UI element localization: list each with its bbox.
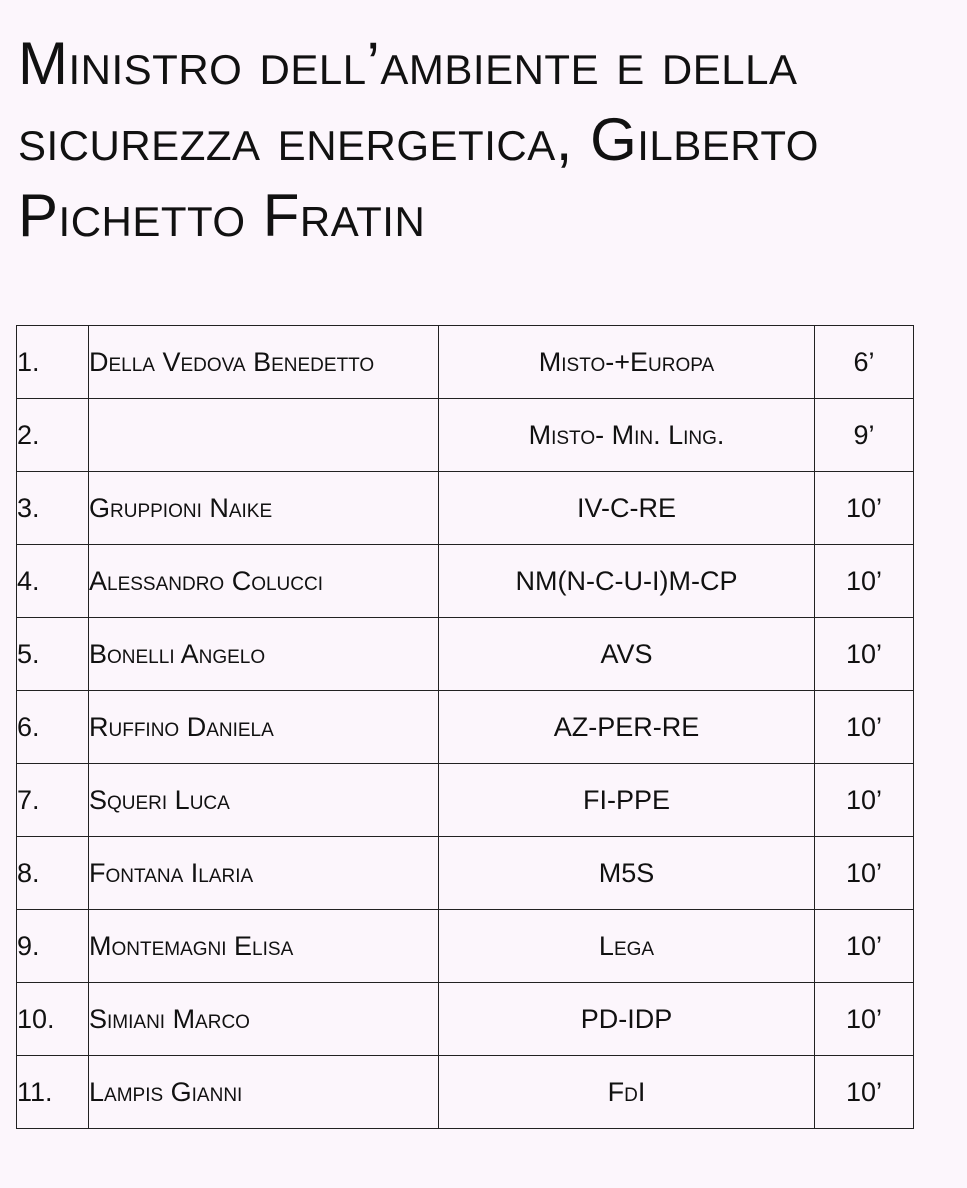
speaker-time: 10’ xyxy=(815,1056,914,1129)
speaker-number: 6. xyxy=(17,691,89,764)
speaker-time: 10’ xyxy=(815,983,914,1056)
speaker-name: Lampis Gianni xyxy=(89,1056,439,1129)
speaker-name: Ruffino Daniela xyxy=(89,691,439,764)
speaker-time: 10’ xyxy=(815,472,914,545)
speaker-name: Montemagni Elisa xyxy=(89,910,439,983)
speaker-number: 5. xyxy=(17,618,89,691)
table-row xyxy=(17,326,914,399)
table-row xyxy=(17,837,914,910)
table-row xyxy=(17,545,914,618)
table-row xyxy=(17,691,914,764)
speaker-number: 4. xyxy=(17,545,89,618)
speaker-time: 10’ xyxy=(815,618,914,691)
speaker-name: Squeri Luca xyxy=(89,764,439,837)
speaker-time: 10’ xyxy=(815,837,914,910)
speaker-name: Simiani Marco xyxy=(89,983,439,1056)
speakers-table xyxy=(16,325,914,1129)
speaker-name: Fontana Ilaria xyxy=(89,837,439,910)
speaker-group: M5S xyxy=(439,837,815,910)
speaker-number: 11. xyxy=(17,1056,89,1129)
table-row xyxy=(17,910,914,983)
table-row xyxy=(17,983,914,1056)
table-row xyxy=(17,472,914,545)
speaker-group: AZ-PER-RE xyxy=(439,691,815,764)
speaker-group: Misto- Min. Ling. xyxy=(439,399,815,472)
speaker-number: 2. xyxy=(17,399,89,472)
speaker-number: 9. xyxy=(17,910,89,983)
speaker-time: 10’ xyxy=(815,545,914,618)
speaker-number: 3. xyxy=(17,472,89,545)
speaker-group: PD-IDP xyxy=(439,983,815,1056)
page-title: Ministro dell’ambiente e della sicurezza energetica, Gilberto Pichetto Fratin xyxy=(18,30,819,249)
speaker-number: 10. xyxy=(17,983,89,1056)
speaker-group: Lega xyxy=(439,910,815,983)
speaker-time: 6’ xyxy=(815,326,914,399)
table-row xyxy=(17,1056,914,1129)
speaker-name: Bonelli Angelo xyxy=(89,618,439,691)
speaker-number: 1. xyxy=(17,326,89,399)
speaker-name xyxy=(89,399,439,472)
speaker-number: 7. xyxy=(17,764,89,837)
speaker-group: NM(N-C-U-I)M-CP xyxy=(439,545,815,618)
speaker-group: FI-PPE xyxy=(439,764,815,837)
speaker-time: 10’ xyxy=(815,910,914,983)
speaker-time: 10’ xyxy=(815,691,914,764)
speaker-name: Gruppioni Naike xyxy=(89,472,439,545)
table-row xyxy=(17,764,914,837)
speaker-group: FdI xyxy=(439,1056,815,1129)
speaker-group: IV-C-RE xyxy=(439,472,815,545)
speaker-number: 8. xyxy=(17,837,89,910)
speaker-group: AVS xyxy=(439,618,815,691)
speaker-name: Della Vedova Benedetto xyxy=(89,326,439,399)
speaker-group: Misto-+Europa xyxy=(439,326,815,399)
speaker-time: 10’ xyxy=(815,764,914,837)
table-row xyxy=(17,618,914,691)
table-row xyxy=(17,399,914,472)
speaker-time: 9’ xyxy=(815,399,914,472)
speaker-name: Alessandro Colucci xyxy=(89,545,439,618)
